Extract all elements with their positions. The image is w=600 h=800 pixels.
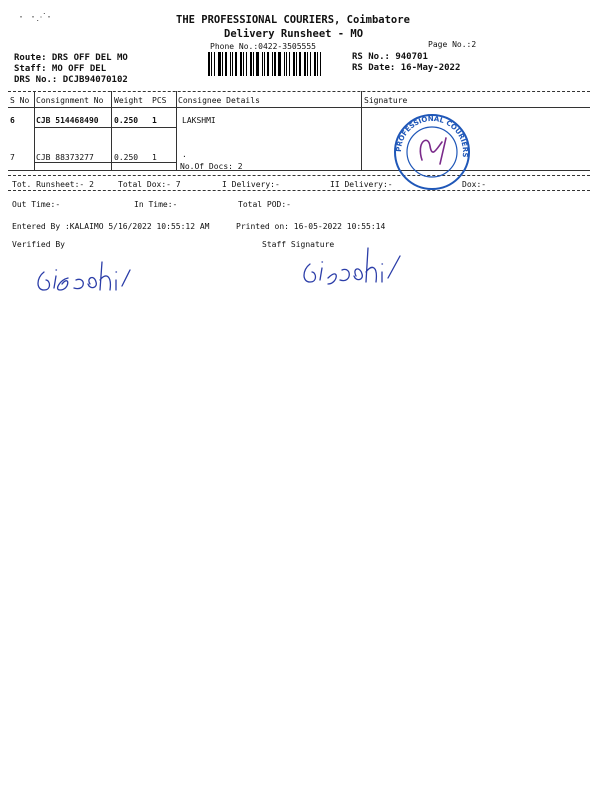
barcode-bar	[214, 52, 215, 76]
route-label: Route: DRS OFF DEL MO	[14, 53, 128, 63]
barcode-bar	[240, 52, 243, 76]
row-pcs: 1	[152, 153, 157, 162]
barcode-bar	[310, 52, 311, 76]
barcode-bar	[286, 52, 287, 76]
row-sno: 7	[10, 153, 15, 162]
page-number: Page No.:2	[428, 40, 477, 49]
barcode-bar	[208, 52, 210, 76]
col-header-pcs: PCS	[152, 96, 167, 105]
out-time: Out Time:-	[12, 200, 61, 209]
verified-by-label: Verified By	[12, 240, 65, 249]
barcode-bar	[307, 52, 308, 76]
barcode-bar	[225, 52, 227, 76]
col-header-weight: Weight	[114, 96, 143, 105]
company-stamp	[392, 112, 472, 192]
delivery-second: II Delivery:-	[330, 180, 393, 189]
rs-date: RS Date: 16-May-2022	[352, 63, 461, 73]
barcode-bar	[253, 52, 254, 76]
col-divider	[111, 91, 112, 170]
printed-on: Printed on: 16-05-2022 10:55:14	[236, 222, 386, 231]
totals-bottom-line	[8, 190, 590, 191]
staff-signature-label: Staff Signature	[262, 240, 335, 249]
totals-top-line	[8, 175, 590, 176]
barcode-bar	[211, 52, 212, 76]
barcode-bar	[232, 52, 233, 76]
col-header-sno: S No	[10, 96, 30, 105]
staff-label: Staff: MO OFF DEL	[14, 64, 107, 74]
row-consignment: CJB 88373277	[36, 153, 94, 162]
barcode-bar	[267, 52, 269, 76]
barcode-bar	[246, 52, 247, 76]
row-sno: 6	[10, 116, 15, 125]
document-title: Delivery Runsheet - MO	[224, 28, 364, 40]
stamp-text: PROFESSIONAL COURIERS	[394, 114, 470, 158]
table-top-line	[8, 91, 590, 92]
row-weight: 0.250	[114, 153, 139, 162]
barcode-bar	[296, 52, 297, 76]
col-header-consignee: Consignee Details	[178, 96, 260, 105]
barcode	[208, 52, 324, 76]
barcode-bar	[243, 52, 244, 76]
doc-dots: · ·⋰·	[18, 12, 53, 23]
barcode-bar	[274, 52, 276, 76]
barcode-bar	[250, 52, 252, 76]
row-rule	[34, 162, 176, 163]
total-runsheet: Tot. Runsheet:- 2	[12, 180, 94, 189]
dox-count: Dox:-	[462, 180, 487, 189]
barcode-bar	[222, 52, 223, 76]
total-pod: Total POD:-	[238, 200, 291, 209]
barcode-bar	[235, 52, 237, 76]
row-consignment: CJB 514468490	[36, 116, 99, 125]
total-dox: Total Dox:- 7	[118, 180, 181, 189]
col-divider	[361, 91, 362, 170]
row-consignee: .	[182, 150, 187, 159]
barcode-bar	[272, 52, 273, 76]
barcode-bar	[314, 52, 316, 76]
handwritten-signature	[30, 250, 140, 300]
barcode-bar	[304, 52, 306, 76]
col-header-signature: Signature	[364, 96, 408, 105]
barcode-bar	[320, 52, 321, 76]
col-header-consignment: Consignment No	[36, 96, 104, 105]
row-pcs: 1	[152, 116, 157, 125]
delivery-first: I Delivery:-	[222, 180, 280, 189]
in-time: In Time:-	[134, 200, 178, 209]
row-consignee: LAKSHMI	[182, 116, 216, 125]
barcode-bar	[289, 52, 290, 76]
barcode-bar	[284, 52, 285, 76]
barcode-bar	[262, 52, 263, 76]
barcode-bar	[293, 52, 295, 76]
barcode-bar	[218, 52, 221, 76]
barcode-bar	[230, 52, 231, 76]
row-doc-count: No.Of Docs: 2	[180, 162, 243, 171]
barcode-bar	[299, 52, 302, 76]
col-divider	[34, 91, 35, 170]
col-divider	[176, 91, 177, 170]
barcode-bar	[264, 52, 265, 76]
table-bottom-line	[8, 170, 590, 171]
row-weight: 0.250	[114, 116, 139, 125]
barcode-bar	[278, 52, 281, 76]
entered-by: Entered By :KALAIMO 5/16/2022 10:55:12 AM	[12, 222, 210, 231]
rs-number: RS No.: 940701	[352, 52, 428, 62]
drs-number: DRS No.: DCJB94070102	[14, 75, 128, 85]
barcode-bar	[317, 52, 318, 76]
barcode-bar	[256, 52, 259, 76]
handwritten-signature	[296, 238, 406, 290]
company-name: THE PROFESSIONAL COURIERS, Coimbatore	[176, 14, 410, 26]
table-header-line	[8, 107, 590, 108]
phone-number: Phone No.:0422-3505555	[210, 42, 316, 51]
row-rule	[34, 127, 176, 128]
